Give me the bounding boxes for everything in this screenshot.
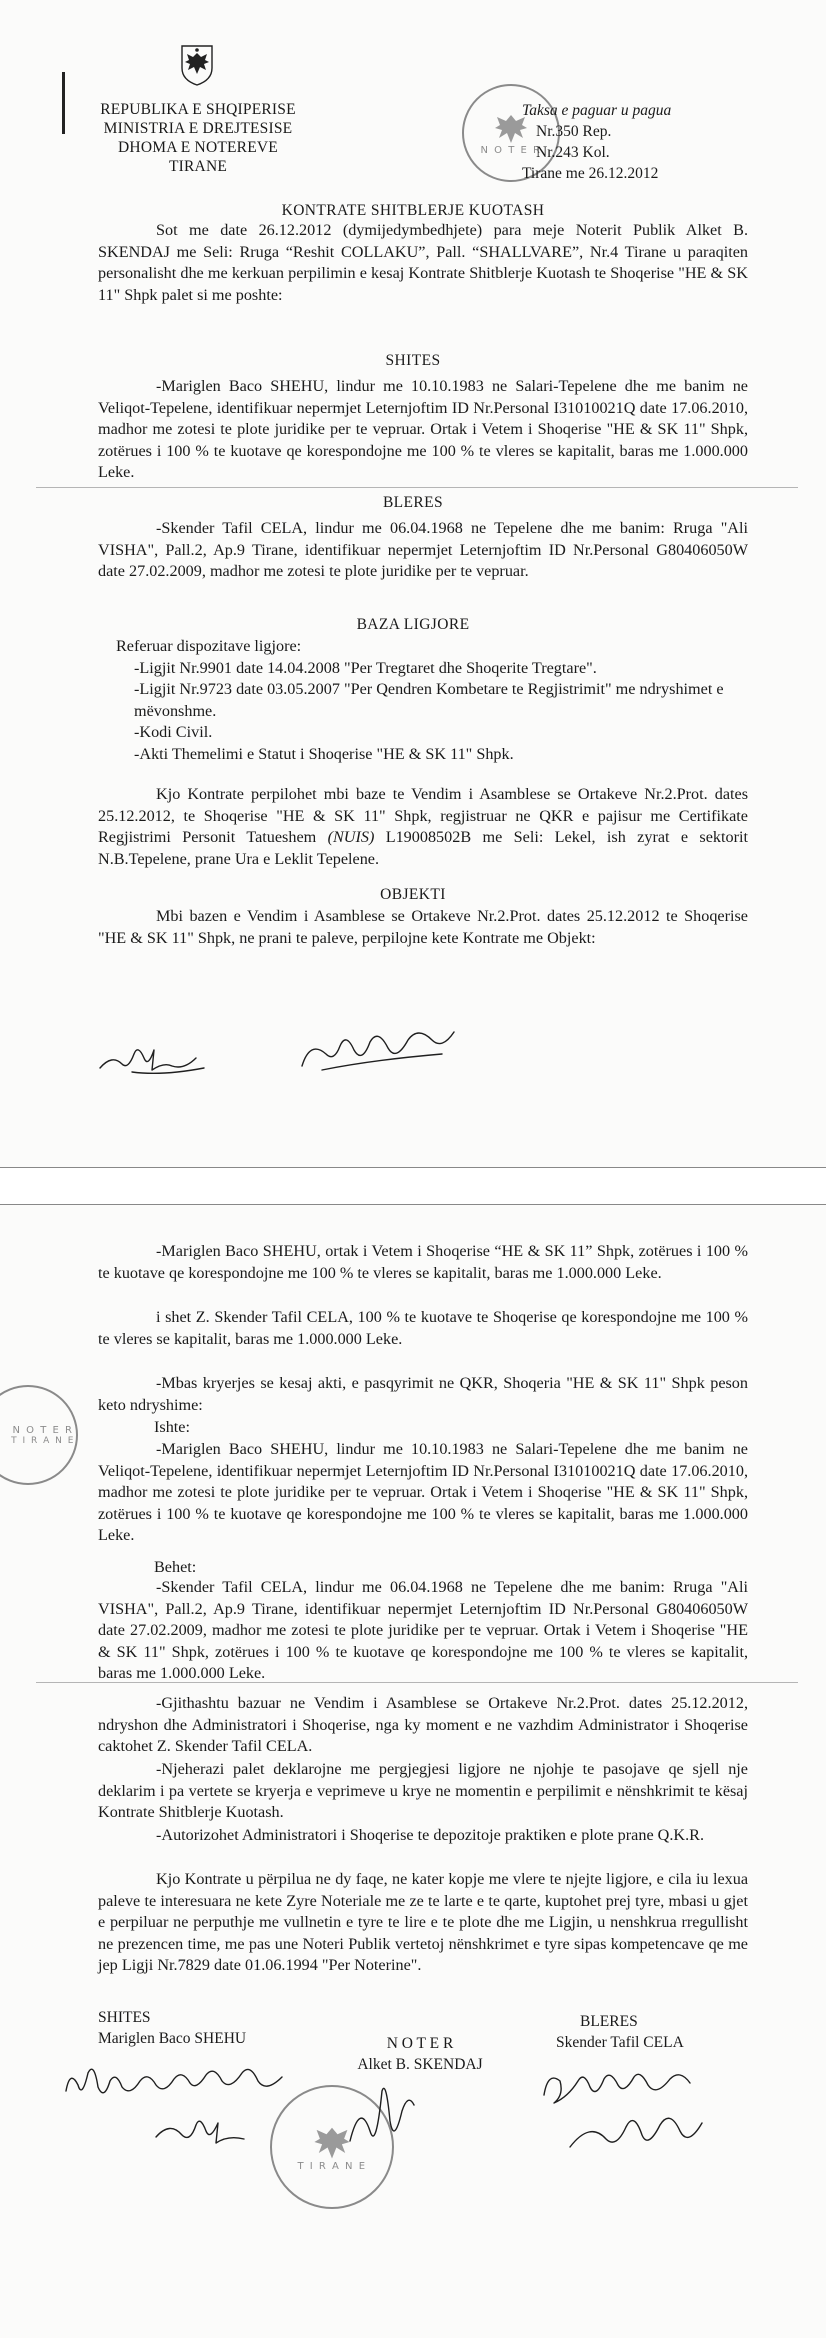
tax-note-line-1: Taksa e paguar u pagua bbox=[522, 102, 672, 119]
tax-note-line-3: Nr.243 Kol. bbox=[536, 144, 610, 161]
object-section-title: OBJEKTI bbox=[380, 886, 446, 903]
legal-paragraph-part-a: Kjo Kontrate perpilohet mbi baze te Vendim i Asamblese se Ortakeve Nr.2.Prot. dates 25.12.2012, te Shoqerise "HE & SK 11" Shpk, regjistruar ne QKR e pajisur me Certifikate Regjistrimi Personit Tatueshem bbox=[98, 785, 748, 846]
buyer-signature bbox=[292, 1010, 462, 1080]
seller-section-title: SHITES bbox=[385, 352, 441, 369]
legal-basis-title: BAZA LIGJORE bbox=[356, 616, 470, 633]
page-gap bbox=[0, 1168, 826, 1204]
document-page-1 bbox=[0, 0, 826, 1168]
nuis-label: (NUIS) bbox=[327, 828, 375, 846]
tax-note-line-2: Nr.350 Rep. bbox=[536, 123, 612, 140]
becomes-label: Behet: bbox=[154, 1558, 197, 1576]
seller-name: Mariglen Baco SHEHU bbox=[98, 2030, 247, 2047]
legal-item: -Ligjit Nr.9901 date 14.04.2008 "Per Tregtaret dhe Shoqerite Tregtare". bbox=[134, 658, 597, 677]
stamp-label: N O T E R bbox=[480, 144, 542, 156]
buyer-handwritten-signature bbox=[530, 2051, 730, 2161]
was-label: Ishte: bbox=[154, 1418, 190, 1436]
stamp-city: T I R A N E bbox=[297, 2160, 367, 2172]
new-owner-paragraph: -Skender Tafil CELA, lindur me 06.04.1968 ne Tepelene dhe me banim: Rruga "Ali VISHA", Pall.2, Ap.9 Tirane, identifikuar nepermjet Leternjoftim ID Nr.Personal G80406050W date 27.02.2009, madhor me zotesi te plote juridike per te vepruar. Ortak i Vetem i Shoqerise "HE & SK 11" Shpk, zotërues i 100 % te kuotave qe korespondojne me 100 % te vleres se kapitalit, baras me 1.000.000 Leke. bbox=[98, 1578, 748, 1682]
header-line-1: REPUBLIKA E SHQIPERISE bbox=[100, 101, 296, 118]
legal-item: -Akti Themelimi e Statut i Shoqerise "HE & SK 11" Shpk. bbox=[134, 744, 514, 763]
legal-basis-paragraph bbox=[98, 784, 748, 870]
seller-paragraph: -Mariglen Baco SHEHU, lindur me 10.10.1983 ne Salari-Tepelene dhe me banim ne Veliqot-Tepelene, identifikuar nepermjet Leternjoftim ID Nr.Personal I31010021Q date 17.06.2010, madhor me zotesi te plote juridike per te vepruar. Ortak i Vetem i Shoqerise "HE & SK 11" Shpk, zotërues i 100 % te kuotave qe korespondojne me 100 % te vleres se kapitalit, baras me 1.000.000 Leke. bbox=[98, 377, 748, 481]
divider bbox=[36, 1682, 798, 1683]
previous-owner-paragraph: -Mariglen Baco SHEHU, lindur me 10.10.1983 ne Salari-Tepelene dhe me banim ne Veliqot-Tepelene, identifikuar nepermjet Leternjoftim ID Nr.Personal I31010021Q date 17.06.2010, madhor me zotesi te plote juridike per te vepruar. Ortak i Vetem i Shoqerise "HE & SK 11" Shpk, zotërues i 100 % te kuotave qe korespondojne me 100 % te vleres se kapitalit, baras me 1.000.000 Leke. bbox=[98, 1440, 748, 1544]
institution-header bbox=[100, 100, 296, 176]
header-line-2: MINISTRIA E DREJTESISE bbox=[103, 120, 293, 137]
notary-stamp-partial bbox=[0, 1385, 78, 1485]
object-paragraph: Mbi bazen e Vendim i Asamblese se Ortakeve Nr.2.Prot. dates 25.12.2012 te Shoqerise "HE & SK 11" Shpk, ne prani te paleve, perpilojne kete Kontrate me Objekt: bbox=[98, 907, 748, 947]
divider bbox=[36, 487, 798, 488]
legal-basis-block bbox=[116, 636, 748, 765]
tax-note-line-4: Tirane me 26.12.2012 bbox=[522, 165, 659, 182]
notary-handwritten-signature bbox=[340, 2071, 420, 2161]
buyer-role: BLERES bbox=[580, 2013, 638, 2030]
authorization-paragraph: -Autorizohet Administratori i Shoqerise te depozitoje praktiken e plote prane Q.K.R. bbox=[156, 1826, 704, 1844]
margin-mark bbox=[62, 72, 65, 134]
tax-note bbox=[522, 100, 802, 184]
closing-paragraph: Kjo Kontrate u përpilua ne dy faqe, ne kater kopje me vlere te njejte ligjore, e cila iu lexua paleve te interesuara ne kete Zyre Noteriale me ze te larte e te qarte, kuptohet prej tyre, mbasi u gjet e perpiluar ne perputhje me vullnetin e tyre te lire e te plote dhe me Ligjin, u nenshkrua rregullisht ne prezencen time, me pas une Noteri Publik vertetoj nënshkrimet e tyre sipas kompetencave qe me jep Ligji Nr.7829 date 01.06.1994 "Per Noterine". bbox=[98, 1870, 748, 1974]
coat-of-arms-icon bbox=[178, 44, 216, 86]
stamp-city: T I R A N E bbox=[11, 1435, 75, 1446]
notary-signature-block bbox=[320, 2033, 520, 2075]
sale-paragraph-1: -Mariglen Baco SHEHU, ortak i Vetem i Shoqerise “HE & SK 11” Shpk, zotërues i 100 % te kuotave qe korespondojne me 100 % te vleres se kapitalit, baras me 1.000.000 Leke. bbox=[98, 1242, 748, 1282]
seller-signature-block bbox=[98, 2007, 246, 2049]
buyer-paragraph: -Skender Tafil CELA, lindur me 06.04.1968 ne Tepelene dhe me banim: Rruga "Ali VISHA", Pall.2, Ap.9 Tirane, identifikuar nepermjet Leternjoftim ID Nr.Personal G80406050W date 27.02.2009, madhor me zotesi te plote juridike per te vepruar. bbox=[98, 519, 748, 580]
seller-signature bbox=[92, 1024, 212, 1084]
buyer-section-title: BLERES bbox=[382, 494, 444, 511]
document-title: KONTRATE SHITBLERJE KUOTASH bbox=[281, 202, 545, 219]
buyer-signature-block bbox=[556, 2011, 684, 2053]
legal-item: -Ligjit Nr.9723 date 03.05.2007 "Per Qendren Kombetare te Regjistrimit" me ndryshimet e mëvonshme. bbox=[134, 680, 724, 720]
stamp-label: N O T E R bbox=[12, 1424, 74, 1436]
header-line-4: TIRANE bbox=[168, 158, 228, 175]
declaration-paragraph: -Njeherazi palet deklarojne me pergjegjesi ligjore ne njohje te pasojave qe sjell nje deklarim i pa vertete se kryerja e veprimeve u krye ne momentin e perpilimit e nënshkrimit te kësaj Kontrate Shitblerje Kuotash. bbox=[98, 1760, 748, 1821]
legal-basis-intro: Referuar dispozitave ligjore: bbox=[116, 637, 302, 655]
seller-role: SHITES bbox=[98, 2009, 151, 2026]
document-page-2 bbox=[0, 1204, 826, 2338]
notary-role: N O T E R bbox=[386, 2035, 454, 2052]
buyer-name: Skender Tafil CELA bbox=[556, 2034, 684, 2051]
sale-paragraph-2: i shet Z. Skender Tafil CELA, 100 % te kuotave te Shoqerise qe korespondojne me 100 % te vleres se kapitalit, baras me 1.000.000 Leke. bbox=[98, 1308, 748, 1348]
legal-item: -Kodi Civil. bbox=[134, 723, 213, 741]
intro-paragraph: Sot me date 26.12.2012 (dymijedymbedhjete) para meje Noterit Publik Alket B. SKENDAJ me Seli: Rruga “Reshit COLLAKU”, Pall. “SHALLVARE”, Nr.4 Tirane u paraqiten personalisht dhe me kerkuan perpilimin e kesaj Kontrate Shitblerje Kuotash te Shoqerise "HE & SK 11" Shpk palet si me poshte: bbox=[98, 221, 748, 304]
header-line-3: DHOMA E NOTEREVE bbox=[118, 139, 278, 156]
administrator-paragraph: -Gjithashtu bazuar ne Vendim i Asamblese se Ortakeve Nr.2.Prot. dates 25.12.2012, ndryshon dhe Administratori i Shoqerise, nga ky moment e ne vazhdim Administrator i Shoqerise caktohet Z. Skender Tafil CELA. bbox=[98, 1694, 748, 1755]
changes-paragraph: -Mbas kryerjes se kesaj akti, e pasqyrimit ne QKR, Shoqeria "HE & SK 11" Shpk peson keto ndryshime: bbox=[98, 1374, 748, 1414]
legal-paragraph-part-b: L19008502B me Seli: Lekel, ish zyrat e sektorit N.B.Tepelene, prane Ura e Leklit Tepelene. bbox=[98, 828, 748, 868]
notary-name: Alket B. SKENDAJ bbox=[357, 2056, 483, 2073]
